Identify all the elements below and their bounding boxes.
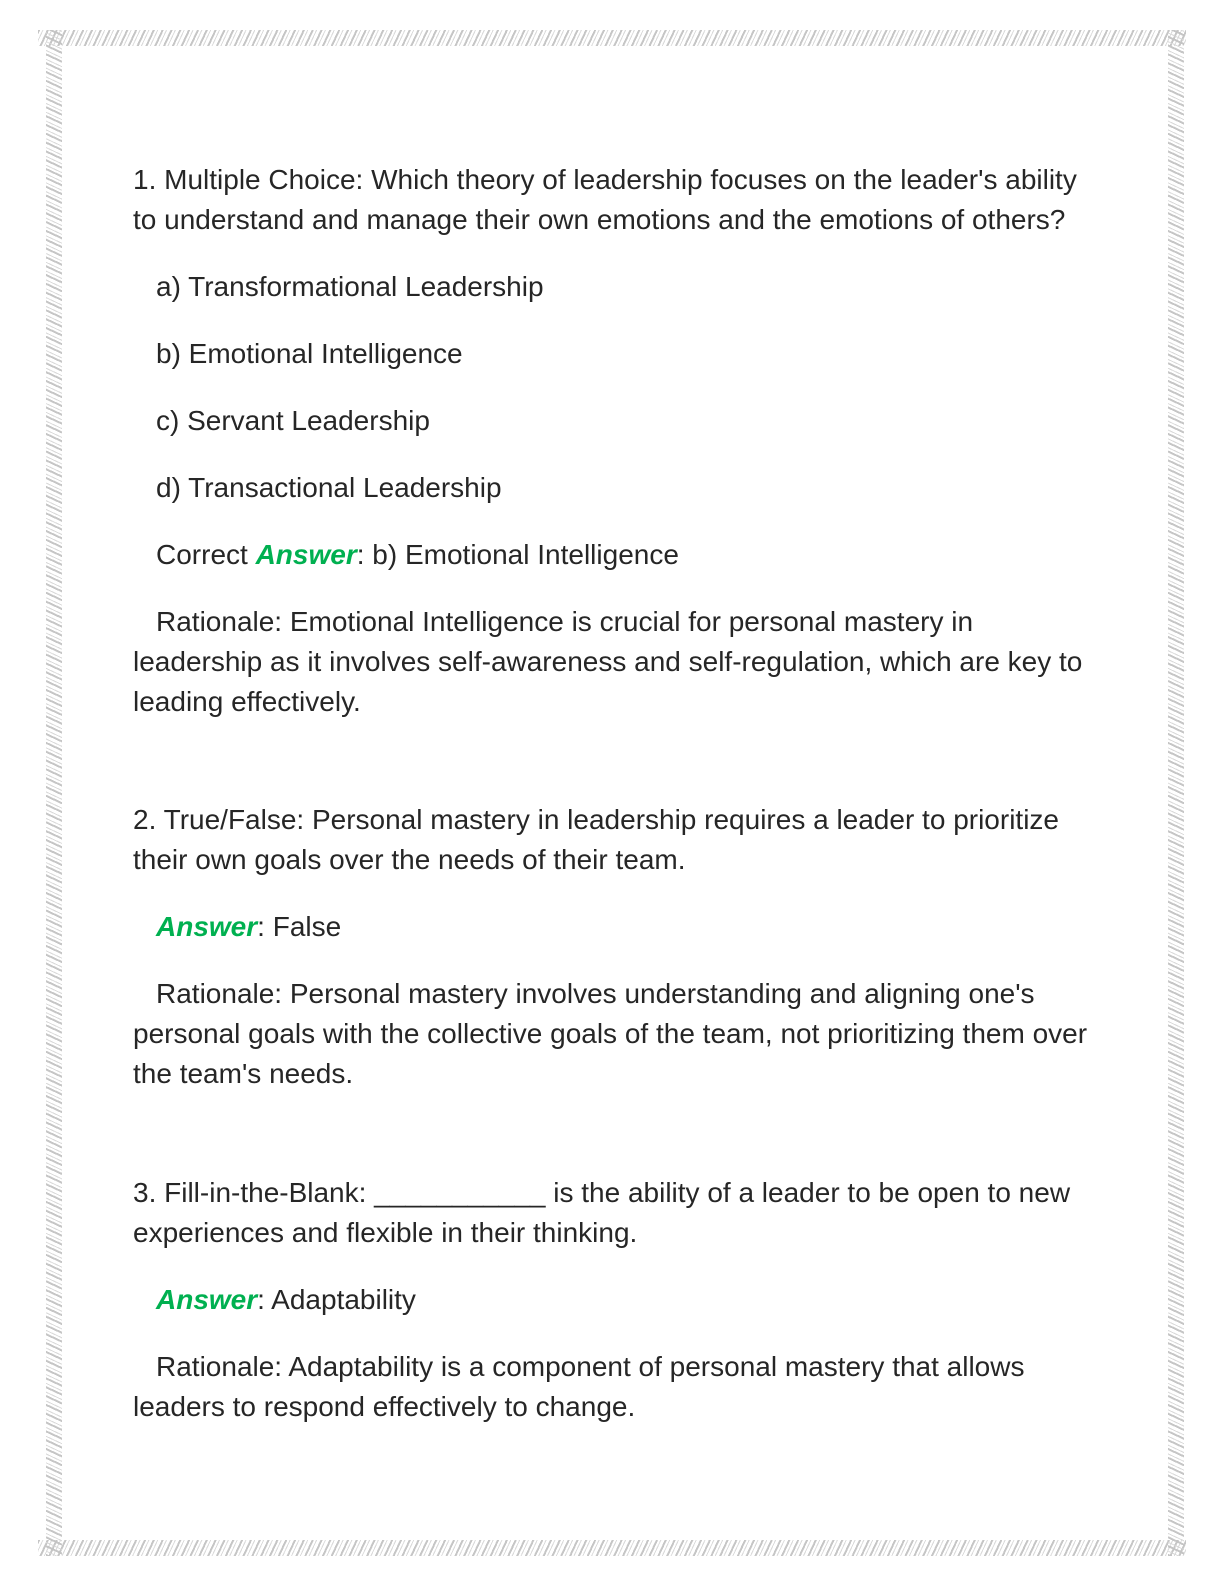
- question-1-answer-line: [133, 535, 1091, 575]
- answer-prefix: Correct: [156, 539, 256, 571]
- question-3-prompt: 3. Fill-in-the-Blank: ___________ is the ability of a leader to be open to new experiences and flexible in their thinking.: [133, 1176, 1071, 1248]
- answer-label: Answer: [156, 1283, 258, 1315]
- question-1-option-d: d) Transactional Leadership: [156, 472, 502, 504]
- question-3-rationale: Rationale: Adaptability is a component of personal mastery that allows leaders to respond effectively to change.: [133, 1350, 1025, 1422]
- question-1-prompt: 1. Multiple Choice: Which theory of leadership focuses on the leader's ability to understand and manage their own emotions and the emotions of others?: [133, 164, 1077, 236]
- question-block-3: [133, 1173, 1091, 1427]
- answer-suffix: : Adaptability: [257, 1283, 416, 1315]
- question-2-prompt: 2. True/False: Personal mastery in leadership requires a leader to prioritize their own goals over the needs of their team.: [133, 804, 1059, 876]
- document-content: [133, 160, 1091, 1454]
- question-2-answer-line: [133, 907, 1091, 947]
- page-border-left: [46, 30, 62, 1556]
- answer-label: Answer: [255, 539, 357, 571]
- page-border-top: [38, 30, 1186, 46]
- question-1-option-c: c) Servant Leadership: [156, 405, 430, 437]
- page-border-right: [1168, 30, 1184, 1556]
- answer-suffix: : b) Emotional Intelligence: [356, 539, 679, 571]
- answer-label: Answer: [156, 911, 258, 943]
- question-block-1: [133, 160, 1091, 722]
- question-1-option-b: b) Emotional Intelligence: [156, 338, 463, 370]
- page-border-bottom: [38, 1540, 1186, 1556]
- question-2-rationale: Rationale: Personal mastery involves understanding and aligning one's personal goals with the collective goals of the team, not prioritizing them over the team's needs.: [133, 978, 1088, 1090]
- answer-suffix: : False: [257, 911, 342, 943]
- question-1-rationale: Rationale: Emotional Intelligence is crucial for personal mastery in leadership as it involves self-awareness and self-regulation, which are key to leading effectively.: [133, 606, 1083, 718]
- question-3-answer-line: [133, 1280, 1091, 1320]
- question-1-option-a: a) Transformational Leadership: [156, 271, 544, 303]
- question-block-2: [133, 800, 1091, 1094]
